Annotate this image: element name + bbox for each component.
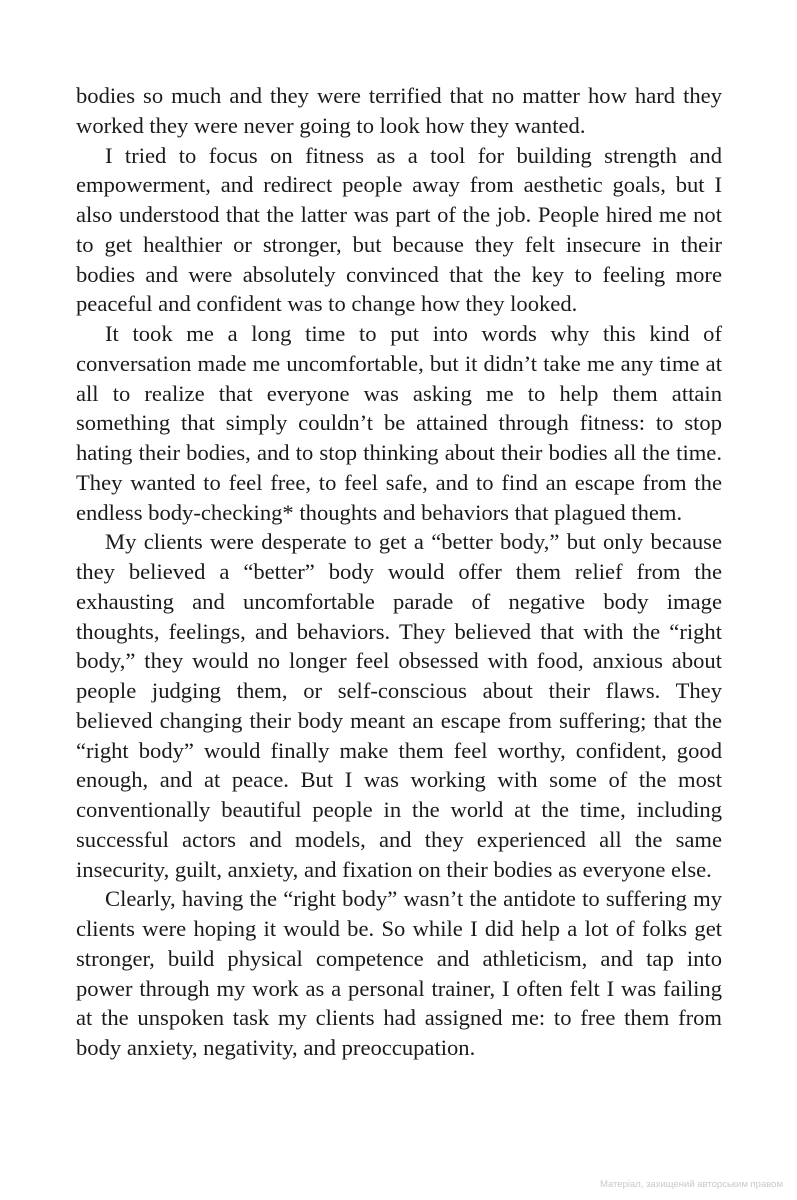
paragraph-continuation: bodies so much and they were terrified that no matter how hard they worked they were never going to look how they wanted. [76, 83, 722, 138]
paragraph-better-body: My clients were desperate to get a “better body,” but only because they believed a “better” body would offer them relief from the exhausting and uncomfortable parade of negative body image thoughts, feelings, and behaviors. They believed that with the “right body,” they would no longer feel obsessed with food, anxious about people judging them, or self-conscious about their flaws. They believed changing their body meant an escape from suffering; that the “right body” would finally make them feel worthy, confident, good enough, and at peace. But I was working with some of the most conventionally beautiful people in the world at the time, including successful actors and models, and they experienced all the same insecurity, guilt, anxiety, and fixation on their bodies as everyone else. [76, 529, 722, 882]
book-page-body [76, 81, 722, 1063]
copyright-watermark: Матеріал, захищений авторським правом [599, 1179, 783, 1190]
paragraph-fitness-focus: I tried to focus on fitness as a tool for building strength and empowerment, and redirect people away from aesthetic goals, but I also understood that the latter was part of the job. People hired me not to get healthier or stronger, but because they felt insecure in their bodies and were absolutely convinced that the key to feeling more peaceful and confident was to change how they looked. [76, 142, 722, 317]
paragraph-right-body-antidote: Clearly, having the “right body” wasn’t the antidote to suffering my clients were hoping it would be. So while I did help a lot of folks get stronger, build physical competence and athleticism, and tap into power through my work as a personal trainer, I often felt I was failing at the unspoken task my clients had assigned me: to free them from body anxiety, negativity, and preoccupation. [76, 886, 722, 1060]
paragraph-uncomfortable-conversation: It took me a long time to put into words why this kind of conversation made me uncomfortable, but it didn’t take me any time at all to realize that everyone was asking me to help them attain something that simply couldn’t be attained through fitness: to stop hating their bodies, and to stop thinking about their bodies all the time. They wanted to feel free, to feel safe, and to find an escape from the endless body-checking* thoughts and behaviors that plagued them. [76, 321, 722, 525]
